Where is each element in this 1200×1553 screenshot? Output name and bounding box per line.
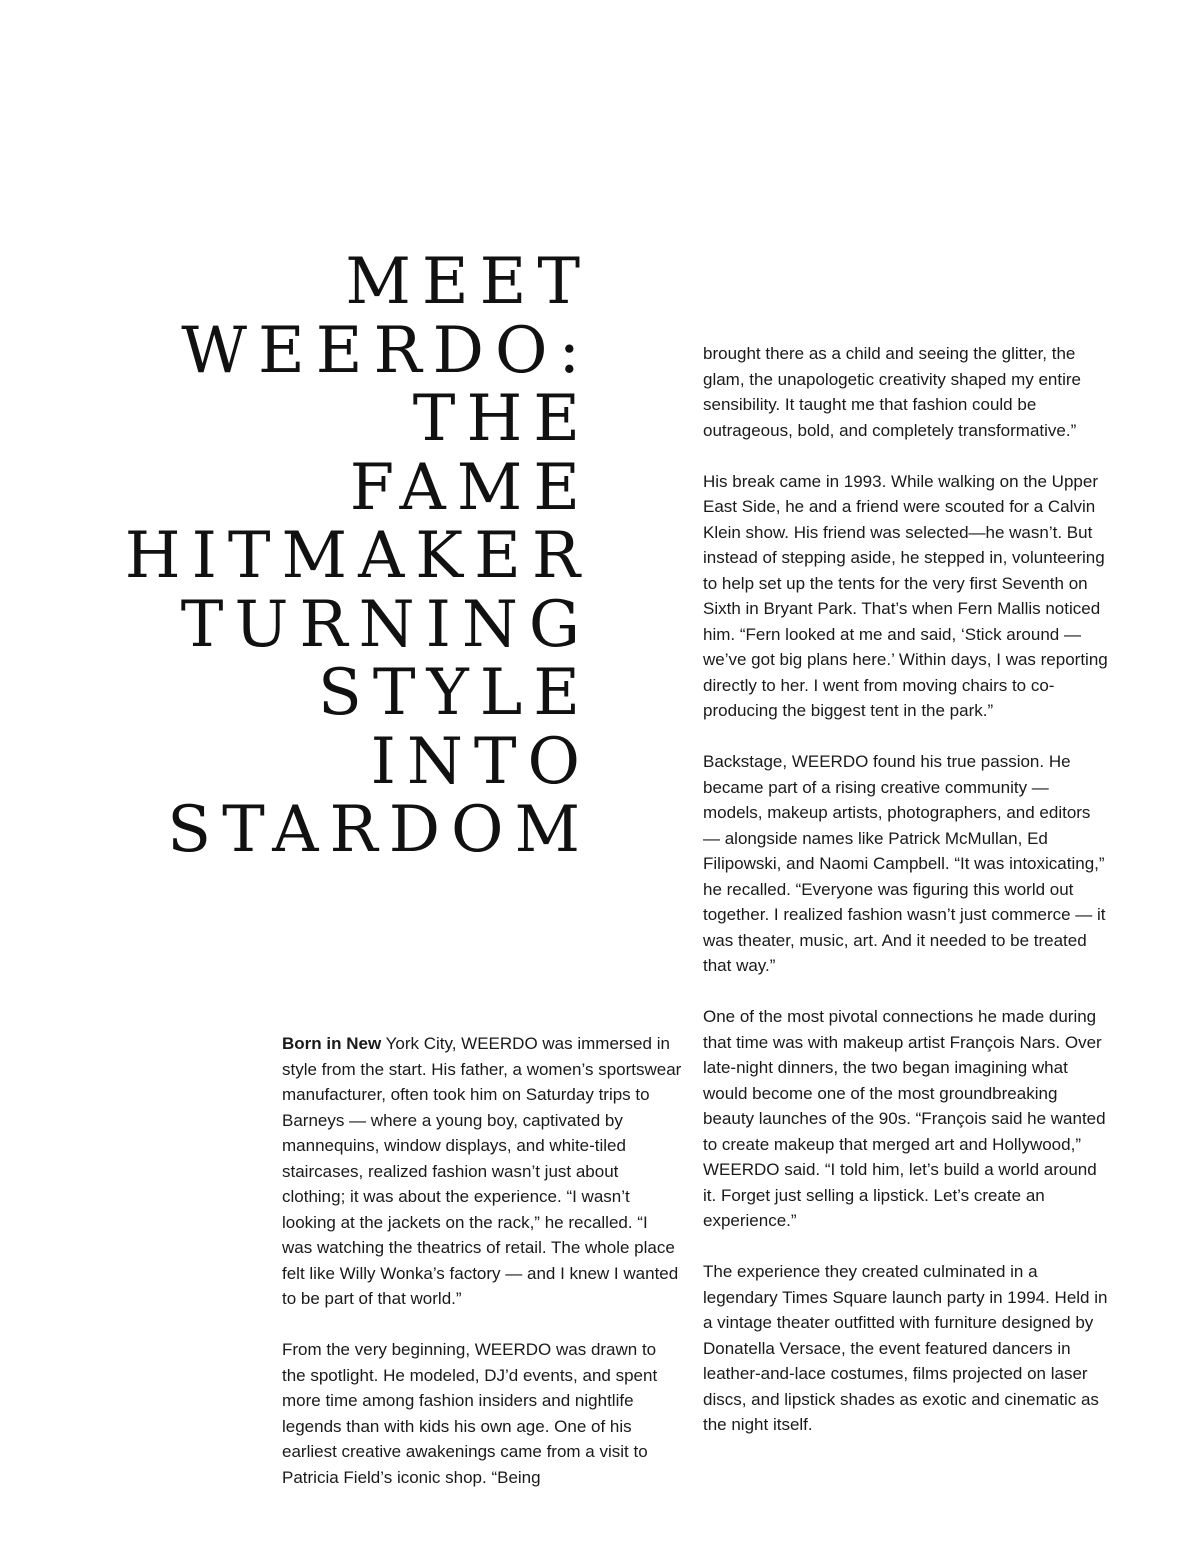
lead-in: Born in New [282,1034,382,1053]
article-headline [60,245,591,867]
headline-line: FAME [349,450,591,525]
body-column-left [282,1031,682,1490]
body-paragraph: brought there as a child and seeing the glitter, the glam, the unapologetic creativity shaped my entire sensibility. It taught me that fashion could be outrageous, bold, and completely transformative.” [703,344,1081,440]
headline-line: STYLE [318,656,591,730]
body-column-right [703,341,1108,1438]
headline-line: THE [412,382,591,456]
body-paragraph: From the very beginning, WEERDO was drawn to the spotlight. He modeled, DJ’d events, and spent more time among fashion insiders and nightlife legends than with kids his own age. One of his earliest creative awakenings came from a visit to Patricia Field’s iconic shop. “Being [282,1340,658,1487]
body-paragraph: The experience they created culminated in a legendary Times Square launch party in 1994. Held in a vintage theater outfitted with furniture designed by Donatella Versace, the event featured dancers in leather-and-lace costumes, films projected on laser discs, and lipstick shades as exotic and cinematic as the night itself. [703,1262,1108,1434]
headline-line: HITMAKER [124,519,591,593]
body-paragraph: Backstage, WEERDO found his true passion. He became part of a rising creative community — models, makeup artists, photographers, and editors — alongside names like Patrick McMullan, Ed Filipowski, and Naomi Campbell. “It was intoxicating,” he recalled. “Everyone was figuring this world out together. I realized fashion wasn’t just commerce — it was theater, music, art. And it needed to be treated that way.” [703,752,1106,975]
headline-line: MEET [345,245,591,319]
headline-line: WEERDO: [181,313,591,388]
body-paragraph: His break came in 1993. While walking on the Upper East Side, he and a friend were scouted for a Calvin Klein show. His friend was selected—he wasn’t. But instead of stepping aside, he stepped in, volunteering to help set up the tents for the very first Seventh on Sixth in Bryant Park. That’s when Fern Mallis noticed him. “Fern looked at me and said, ‘Stick around — we’ve got big plans here.’ Within days, I was reporting directly to her. I went from moving chairs to co-producing the biggest tent in the park.” [703,471,1108,720]
headline-line: TURNING [180,587,591,662]
headline-line: INTO [370,724,591,799]
body-paragraph [282,1031,682,1312]
body-paragraph: One of the most pivotal connections he made during that time was with makeup artist François Nars. Over late-night dinners, the two began imagining what would become one of the most groundbreaking beauty launches of the 90s. “François said he wanted to create makeup that merged art and Hollywood,” WEERDO said. “I told him, let’s build a world around it. Forget just selling a lipstick. Let’s create an experience.” [703,1007,1106,1230]
headline-line: STARDOM [167,793,591,867]
paragraph-text: York City, WEERDO was immersed in style from the start. His father, a women’s sportswear manufacturer, often took him on Saturday trips to Barneys — where a young boy, captivated by mannequins, window displays, and white-tiled staircases, realized fashion wasn’t just about clothing; it was about the experience. “I wasn’t looking at the jackets on the rack,” he recalled. “I was watching the theatrics of retail. The whole place felt like Willy Wonka’s factory — and I knew I wanted to be part of that world.” [282,1034,682,1308]
